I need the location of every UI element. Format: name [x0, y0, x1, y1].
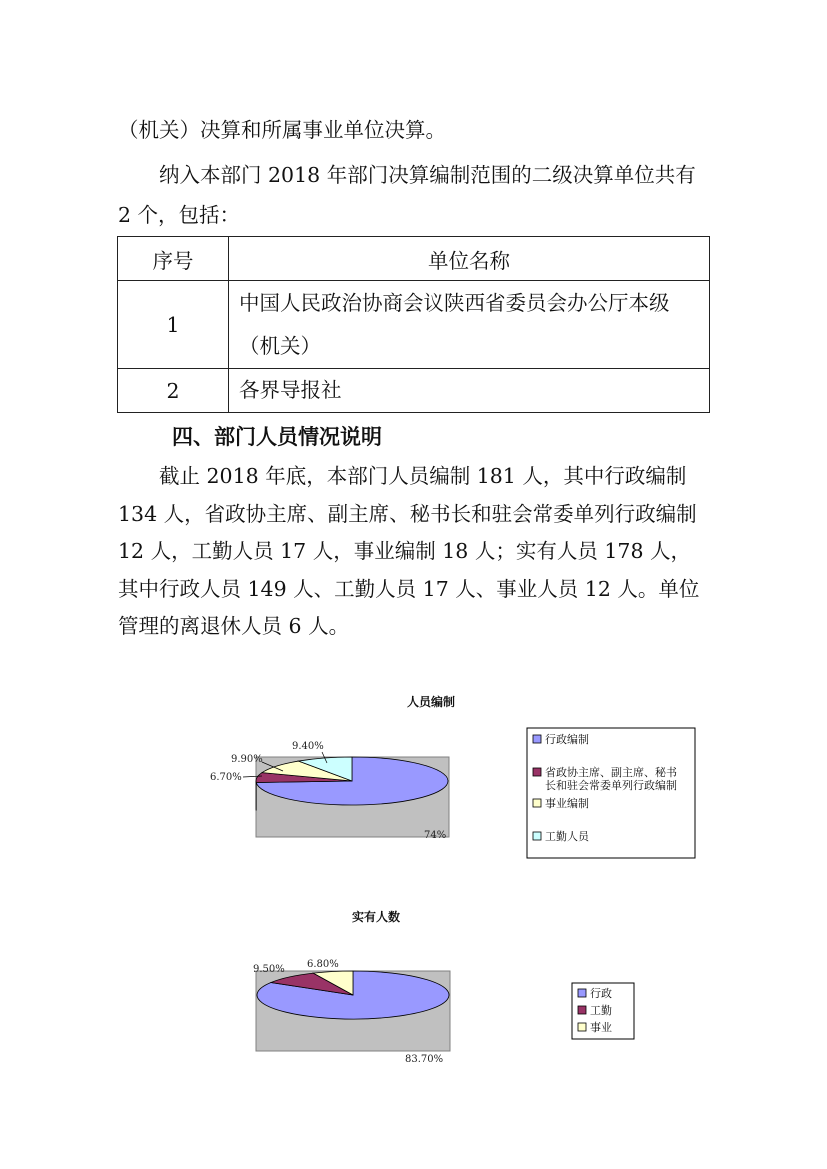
chart1-data-label: 9.40%: [292, 741, 324, 752]
paragraph-units-scope: 纳入本部门 2018 年部门决算编制范围的二级决算单位共有 2 个，包括：: [118, 163, 696, 227]
chart2-legend-label: 事业: [590, 1021, 612, 1034]
chart1-data-label: 9.90%: [231, 754, 263, 765]
chart2-data-label: 6.80%: [307, 959, 339, 970]
chart1-legend-label: 省政协主席、副主席、秘书: [545, 766, 677, 779]
table-cell-name: 各界导报社: [229, 369, 710, 413]
chart2-legend-swatch: [578, 1023, 586, 1031]
chart1-data-label: 74%: [424, 830, 447, 841]
chart1-legend-swatch: [533, 735, 541, 743]
chart1-legend-swatch: [533, 832, 541, 840]
chart1-legend-swatch: [533, 799, 541, 807]
section-heading: 四、部门人员情况说明: [172, 425, 382, 449]
chart1-data-label: 6.70%: [210, 772, 242, 783]
chart2-data-label: 83.70%: [405, 1054, 444, 1065]
chart1-legend-label: 事业编制: [545, 797, 589, 810]
chart2-data-label: 9.50%: [253, 964, 285, 975]
chart1-legend-label: 长和驻会常委单列行政编制: [545, 779, 677, 792]
table-header-index: 序号: [118, 237, 229, 281]
table-cell-index: 1: [118, 281, 229, 369]
chart1-legend-label: 行政编制: [545, 733, 589, 746]
chart2-legend-label: 行政: [590, 987, 612, 1000]
chart2-legend-swatch: [578, 1006, 586, 1014]
table-header-name: 单位名称: [229, 237, 710, 281]
paragraph-staffing: 截止 2018 年底，本部门人员编制 181 人，其中行政编制 134 人，省政协主席、副主席、秘书长和驻会常委单列行政编制 12 人，工勤人员 17 人，事业编制 18 人；实有人员 178 人，其中行政人员 149 人、工勤人员 17 人、事业人员 12 人。单位管理的离退休人员 6 人。: [118, 464, 700, 638]
chart1-legend-swatch: [533, 768, 541, 776]
paragraph-intro-end: （机关）决算和所属事业单位决算。: [118, 118, 446, 142]
table-cell-name: 中国人民政治协商会议陕西省委员会办公厅本级（机关）: [229, 281, 710, 369]
chart2-legend-swatch: [578, 989, 586, 997]
chart1-title: 人员编制: [407, 695, 456, 709]
chart2-title: 实有人数: [352, 910, 401, 924]
chart2-legend-label: 工勤: [590, 1004, 612, 1017]
chart1-legend-label: 工勤人员: [545, 830, 589, 843]
table-cell-index: 2: [118, 369, 229, 413]
